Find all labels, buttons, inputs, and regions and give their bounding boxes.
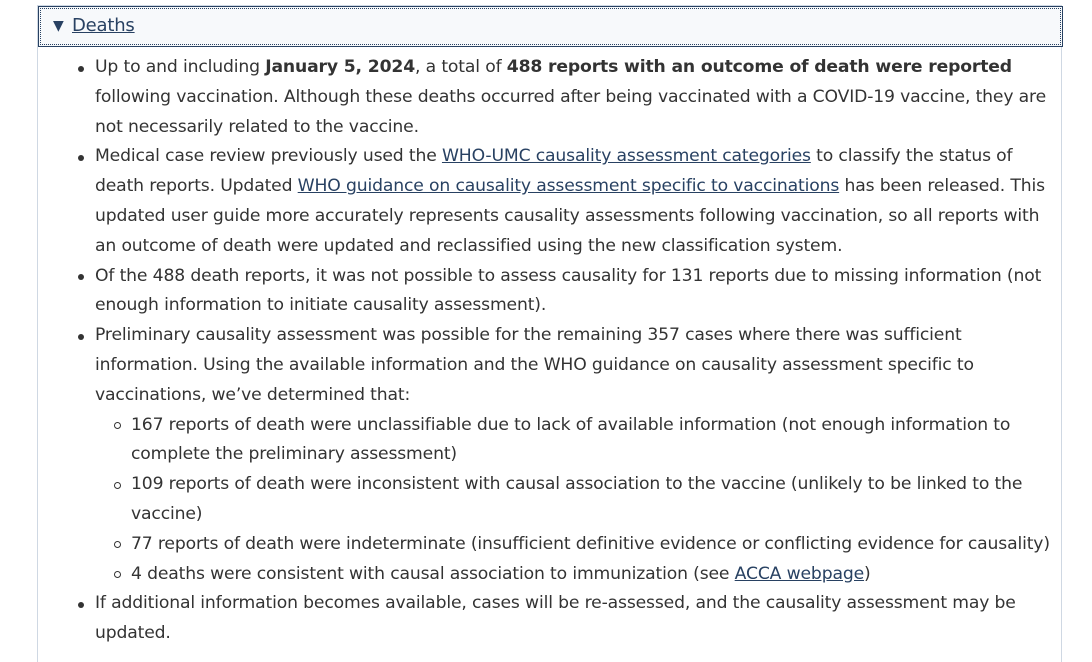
- report-date: January 5, 2024: [265, 57, 416, 77]
- list-item-preliminary-assessment: [95, 321, 1055, 589]
- item-text: 109 reports of death were inconsistent with causal association to the vaccine (unlikely to be linked to the vaccine): [131, 474, 1023, 524]
- item-text: has been released. This updated user guide more accurately represents causality assessments following vaccination, so all reports with an outcome of death were updated and reclassified using the new classification system.: [95, 176, 1045, 256]
- expanded-triangle-icon: ▼: [53, 18, 64, 34]
- item-text: Of the 488 death reports, it was not possible to assess causality for 131 reports due to missing information (not enough information to initiate causality assessment).: [95, 265, 1042, 316]
- item-text: Up to and including: [95, 57, 266, 77]
- item-text: , a total of: [415, 57, 507, 77]
- list-item-total-reports: [95, 53, 1055, 142]
- deaths-details-panel: [37, 5, 1062, 662]
- item-text: 77 reports of death were indeterminate (insufficient definitive evidence or conflicting evidence for causality): [131, 533, 1050, 554]
- list-item-reassessment: [95, 589, 1055, 649]
- item-text: following vaccination. Although these deaths occurred after being vaccinated with a COVID-19 vaccine, they are not necessarily related to the vaccine.: [95, 86, 1047, 137]
- sub-item-unclassifiable: [131, 411, 1061, 471]
- sub-item-inconsistent: [131, 470, 1061, 530]
- sub-item-consistent: [131, 560, 1061, 590]
- item-text: 4 deaths were consistent with causal association to immunization (see: [131, 563, 735, 584]
- assessment-sub-list: [95, 411, 1061, 590]
- sub-item-indeterminate: [131, 530, 1061, 560]
- deaths-content: [38, 53, 1063, 649]
- item-text: ): [864, 563, 871, 584]
- deaths-bullet-list: [38, 53, 1055, 649]
- list-item-missing-info: [95, 262, 1055, 322]
- item-text: 167 reports of death were unclassifiable due to lack of available information (not enough information to complete the preliminary assessment): [131, 414, 1011, 465]
- item-text: Medical case review previously used the: [95, 146, 442, 167]
- total-reports-count: 488 reports with an outcome of death were reported: [506, 57, 1012, 77]
- item-text: Preliminary causality assessment was possible for the remaining 357 cases where there was sufficient information. Using the available information and the WHO guidance on causality assessment specific to vaccinations, we’ve determined that:: [95, 325, 974, 405]
- who-umc-categories-link[interactable]: WHO-UMC causality assessment categories: [441, 146, 811, 167]
- item-text: If additional information becomes available, cases will be re-assessed, and the causality assessment may be updated.: [95, 593, 1016, 644]
- item-text: to classify the status of death reports. Updated: [95, 146, 1013, 197]
- deaths-summary-toggle[interactable]: [38, 6, 1063, 47]
- who-guidance-link[interactable]: WHO guidance on causality assessment specific to vaccinations: [297, 176, 840, 197]
- list-item-case-review: [95, 142, 1055, 261]
- acca-webpage-link[interactable]: ACCA webpage: [734, 563, 865, 584]
- deaths-summary-title[interactable]: Deaths: [72, 15, 135, 36]
